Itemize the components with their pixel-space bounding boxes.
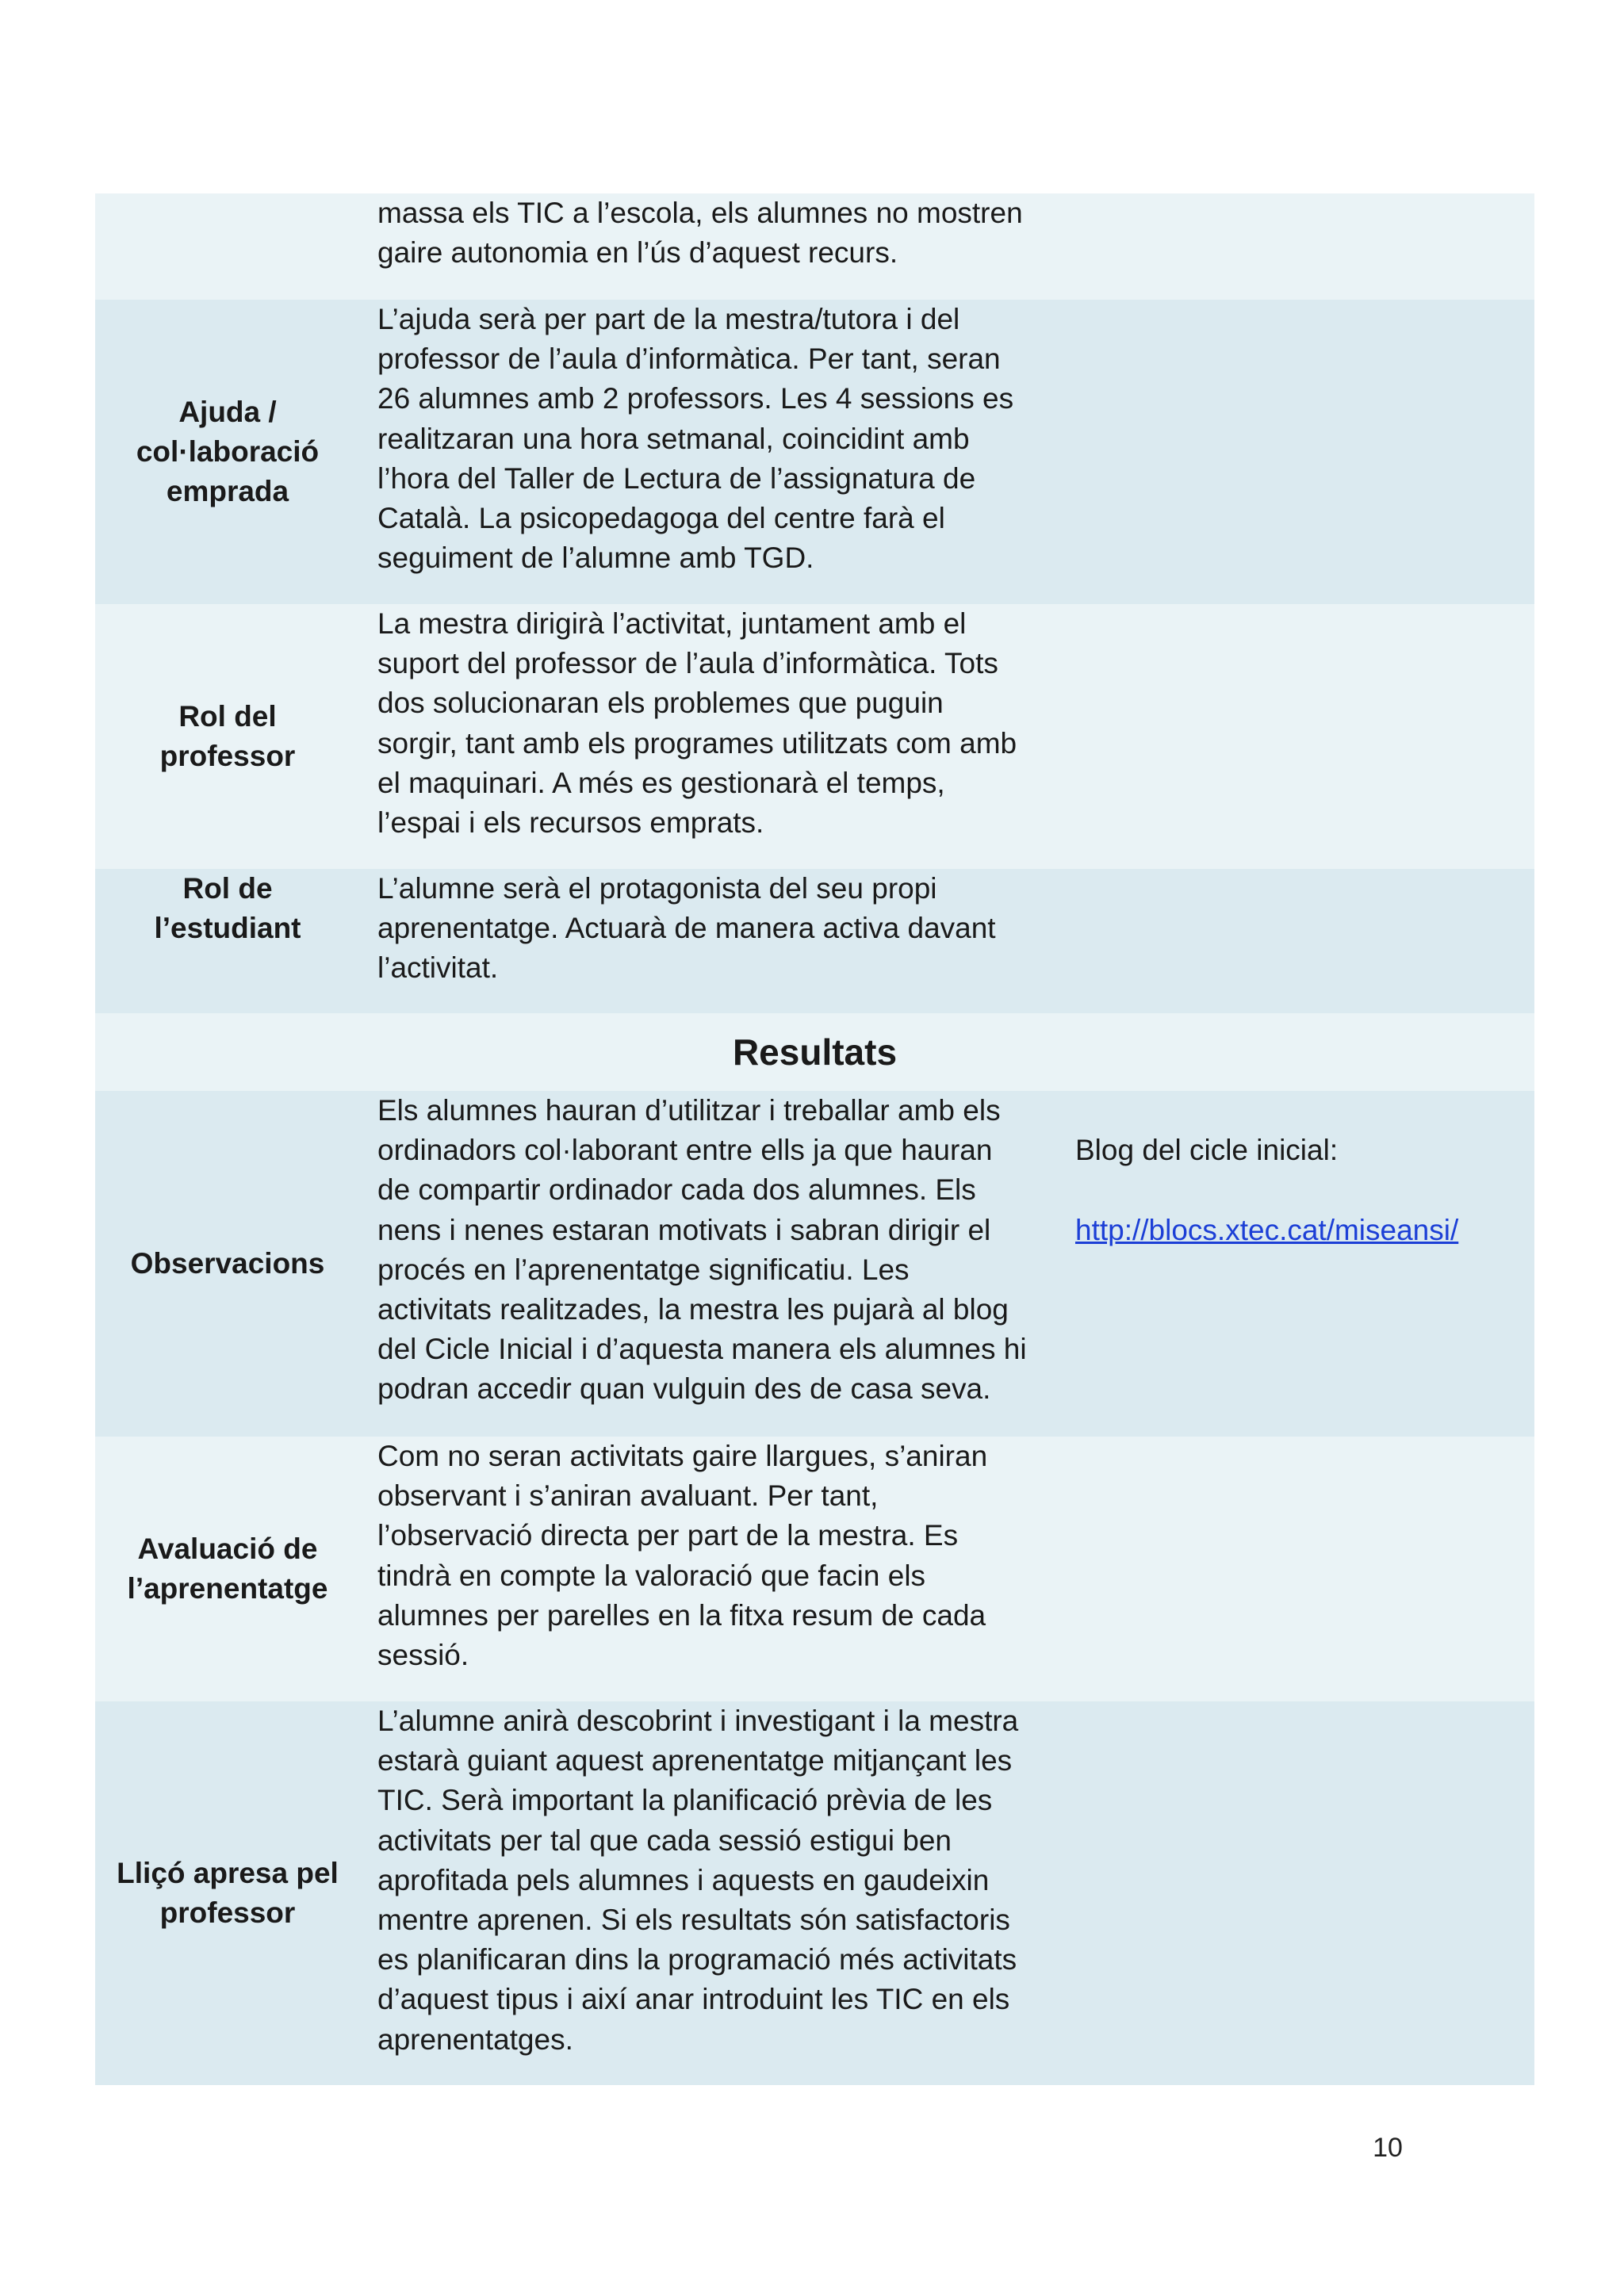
blog-caption: Blog del cicle inicial: (1075, 1134, 1339, 1167)
row-text: L’ajuda serà per part de la mestra/tutora i del professor de l’aula d’informàtica. Per tant, seran 26 alumnes amb 2 professors. Les 4 sessions es realitzaran una hora setmanal, coincidint amb l’hora del Taller de Lectura de l’assignatura de Català. La psicopedagoga del centre farà el seguiment de l’alumne amb TGD. (377, 303, 1014, 575)
blog-link[interactable]: http://blocs.xtec.cat/miseansi/ (1075, 1213, 1459, 1246)
row-text: massa els TIC a l’escola, els alumnes no mostren gaire autonomia en l’ús d’aquest recurs. (377, 197, 1023, 270)
row-label: Rol de l’estudiant (154, 872, 301, 944)
table-row-ajuda (95, 300, 1534, 604)
row-label: Ajuda / col·laboració emprada (136, 396, 320, 507)
row-extra (1058, 1437, 1534, 1701)
row-extra (1058, 1701, 1534, 2085)
table-row-rol-estudiant (95, 869, 1534, 1013)
table-row-rol-professor (95, 604, 1534, 869)
row-label (95, 193, 360, 300)
table-row-observacions (95, 1091, 1534, 1437)
row-extra (1058, 604, 1534, 869)
table-row-llico (95, 1701, 1534, 2085)
row-text: L’alumne serà el protagonista del seu propi aprenentatge. Actuarà de manera activa davant l’activitat. (377, 872, 996, 985)
row-label: Observacions (130, 1247, 325, 1280)
row-text: La mestra dirigirà l’activitat, juntament amb el suport del professor de l’aula d’informàtica. Tots dos solucionaran els problemes que puguin sorgir, tant amb els programes utilitzats com amb el maquinari. A més es gestionarà el temps, l’espai i els recursos emprats. (377, 607, 1017, 840)
row-label: Lliçó apresa pel professor (117, 1857, 339, 1929)
row-text: Els alumnes hauran d’utilitzar i treballar amb els ordinadors col·laborant entre ells ja que hauran de compartir ordinador cada dos alumnes. Els nens i nenes estaran motivats i sabran dirigir el procés en l’aprenentatge significatiu. Les activitats realitzades, la mestra les pujarà al blog del Cicle Inicial i d’aquesta manera els alumnes hi podran accedir quan vulguin des de casa seva. (377, 1094, 1027, 1406)
section-title-resultats: Resultats (95, 1013, 1534, 1091)
table-row-continuation (95, 193, 1534, 300)
table-row-avaluacio (95, 1437, 1534, 1701)
row-extra (1058, 869, 1534, 1013)
row-extra (1058, 193, 1534, 300)
page-number: 10 (1373, 2133, 1403, 2163)
row-text: Com no seran activitats gaire llargues, s’aniran observant i s’aniran avaluant. Per tant, l’observació directa per part de la mestra. Es tindrà en compte la valoració que facin els alumnes per parelles en la fitxa resum de cada sessió. (377, 1440, 988, 1672)
row-label: Avaluació de l’aprenentatge (127, 1533, 328, 1605)
row-text: L’alumne anirà descobrint i investigant i la mestra estarà guiant aquest aprenentatge mitjançant les TIC. Serà important la planificació prèvia de les activitats per tal que cada sessió estigui ben aprofitada pels alumnes i aquests en gaudeixin mentre aprenen. Si els resultats són satisfactoris es planificaran dins la programació més activitats d’aquest tipus i així anar introduint les TIC en els aprenentatges. (377, 1705, 1019, 2056)
row-extra (1058, 300, 1534, 604)
row-label: Rol del professor (159, 700, 296, 772)
row-extra (1058, 1091, 1534, 1437)
plan-table (95, 193, 1534, 2085)
